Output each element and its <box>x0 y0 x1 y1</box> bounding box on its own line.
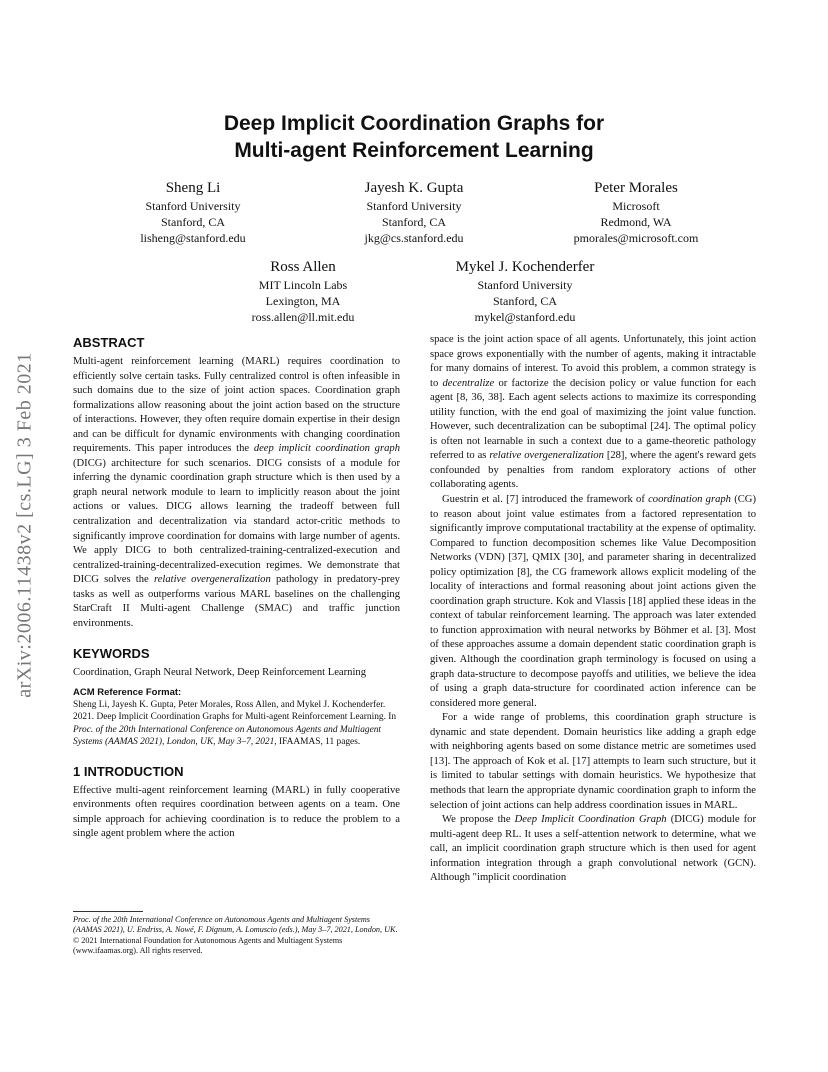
author-name: Mykel J. Kochenderfer <box>455 259 595 275</box>
author-block <box>113 179 273 246</box>
author-email: jkg@cs.stanford.edu <box>364 231 464 245</box>
author-affiliation: Stanford University <box>366 199 462 213</box>
author-location: Stanford, CA <box>493 294 557 308</box>
footnote-rule <box>73 911 143 912</box>
author-email: mykel@stanford.edu <box>474 310 576 324</box>
author-location: Lexington, MA <box>265 294 341 308</box>
author-block <box>551 179 721 246</box>
author-name: Ross Allen <box>270 259 336 275</box>
acm-reference-heading: ACM Reference Format: <box>73 686 182 698</box>
body-paragraph: For a wide range of problems, this coordination graph structure is dynamic and state dependent. Domain heuristics like adding a graph edge with neighboring agents based on some distance metric are sometimes used [13]. The approach of Kok et al. [17] attempts to learn such structure, but it is limited to tabular settings with domain heuristics. We hypothesize that methods that learn the appropriate dynamic coordination graph to inform the selection of joint actions can help address coordination issues in MARL. <box>430 712 756 811</box>
author-location: Redmond, WA <box>600 215 672 229</box>
body-paragraph: Guestrin et al. [7] introduced the framework of coordination graph (CG) to reason about joint value estimates from a factored representation to significantly improve computational tractability at the expense of optimality. Compared to function decomposition schemes like Value Decomposition Networks (VDN) [37], QMIX [30], and parameter sharing in decentralized policy optimization [8], the CG framework allows explicit modeling of the locality of interactions and formal reasoning about joint actions given the coordination graph structure. Kok and Vlassis [18] applied these ideas in the context of tabular reinforcement learning. The approach was later extended to function approximation with neural networks by Böhmer et al. [3]. Most of these approaches assume a domain dependent static coordination graph is given. Although the coordination graph terminology is focused on using a graph data-structure to decompose payoffs and utilities, we believe the idea of using a graph data-structure for coordinated action inference can be considered more general. <box>430 494 756 709</box>
arxiv-stamp <box>3 300 47 750</box>
abstract-text: Multi-agent reinforcement learning (MARL) requires coordination to efficiently solve certain tasks. Fully centralized control is often infeasible in such domains due to the size of joint action spaces. Coordination graph formalizations allow reasoning about the joint action based on the structure of interactions. However, they often require domain expertise in their design and can be difficult for dynamic environments with changing coordination requirements. This paper introduces the deep implicit coordination graph (DICG) architecture for such scenarios. DICG consists of a module for inferring the dynamic coordination graph structure which is then used by a graph neural network module to learn to implicitly reason about the joint actions or values. DICG allows learning the tradeoff between full centralization and decentralization via standard actor-critic methods to significantly improve coordination for domains with large number of agents. We apply DICG to both centralized-training-centralized-execution and centralized-training-decentralized-execution regimes. We demonstrate that DICG solves the relative overgeneralization pathology in predatory-prey tasks as well as outperforms various MARL baselines on the challenging StarCraft II Multi-agent Challenge (SMAC) and traffic junction environments. <box>73 356 400 629</box>
keywords-text: Coordination, Graph Neural Network, Deep Reinforcement Learning <box>73 667 366 679</box>
author-affiliation: Microsoft <box>612 199 660 213</box>
arxiv-stamp-text: arXiv:2006.11438v2 [cs.LG] 3 Feb 2021 <box>13 352 36 698</box>
author-email: lisheng@stanford.edu <box>140 231 246 245</box>
body-paragraph: We propose the Deep Implicit Coordination Graph (DICG) module for multi-agent deep RL. It uses a self-attention network to determine, what we call, an implicit coordination graph structure which is then used for agent information integration through a graph convolutional network (GCN). Although "implicit coordination <box>430 814 756 884</box>
paper-title <box>0 110 828 164</box>
author-block <box>223 258 383 325</box>
author-email: ross.allen@ll.mit.edu <box>251 310 355 324</box>
introduction-heading: 1 INTRODUCTION <box>73 763 184 779</box>
right-column <box>430 333 756 886</box>
acm-reference-text: Sheng Li, Jayesh K. Gupta, Peter Morales, Ross Allen, and Mykel J. Kochenderfer. 2021. Deep Implicit Coordination Graphs for Multi-agent Reinforcement Learning. In Proc. of the 20th International Conference on Autonomous Agents and Multiagent Systems (AAMAS 2021), London, UK, May 3–7, 2021, IFAAMAS, 11 pages. <box>73 699 397 748</box>
author-location: Stanford, CA <box>382 215 446 229</box>
intro-paragraph: Effective multi-agent reinforcement learning (MARL) in fully cooperative environments often requires coordination between agents on a team. One simple approach for achieving coordination is to reduce the problem to a single agent problem where the action <box>73 784 400 840</box>
author-block <box>334 179 494 246</box>
left-column <box>73 333 400 842</box>
author-affiliation: MIT Lincoln Labs <box>258 278 348 292</box>
title-line-2: Multi-agent Reinforcement Learning <box>234 139 594 162</box>
author-affiliation: Stanford University <box>145 199 241 213</box>
body-paragraph: space is the joint action space of all agents. Unfortunately, this joint action space grows exponentially with the number of agents, making it intractable for many domains of interest. To avoid this problem, a common strategy is to decentralize or factorize the decision policy or value function for each agent [8, 36, 38]. Each agent selects actions to maximize its corresponding utility function, with the end goal of maximizing the joint value function. However, such decentralization can be suboptimal [24]. The optimal policy is often not learnable in such a context due to a game-theoretic pathology referred to as relative overgeneralization [28], where the agent's reward gets confounded by penalties from random exploratory actions of other collaborating agents. <box>430 334 756 491</box>
author-affiliation: Stanford University <box>477 278 573 292</box>
keywords-heading: KEYWORDS <box>73 646 150 662</box>
abstract-heading: ABSTRACT <box>73 335 145 350</box>
author-name: Sheng Li <box>165 180 221 196</box>
title-line-1: Deep Implicit Coordination Graphs for <box>223 112 605 135</box>
author-block <box>435 258 615 325</box>
footnote: Proc. of the 20th International Conference on Autonomous Agents and Multiagent Systems (AAMAS 2021), U. Endriss, A. Nowé, F. Dignum, A. Lomuscio (eds.), May 3–7, 2021, London, UK. © 2021 International Foundation for Autonomous Agents and Multiagent Systems (www.ifaamas.org). All rights reserved. <box>73 915 398 956</box>
author-email: pmorales@microsoft.com <box>573 231 699 245</box>
author-name: Jayesh K. Gupta <box>364 180 464 196</box>
author-name: Peter Morales <box>594 180 678 196</box>
author-location: Stanford, CA <box>161 215 225 229</box>
